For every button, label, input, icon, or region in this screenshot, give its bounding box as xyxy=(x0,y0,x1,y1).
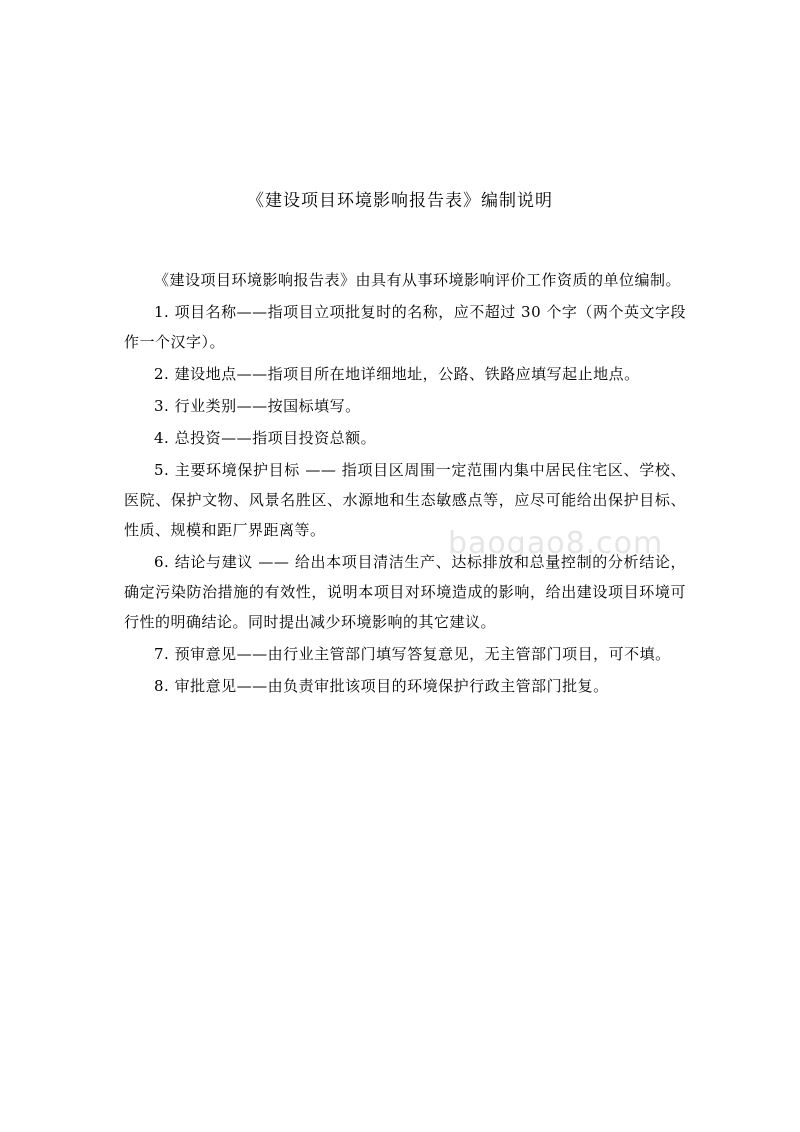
item-pre-review: 7. 预审意见——由行业主管部门填写答复意见，无主管部门项目，可不填。 xyxy=(154,645,671,663)
page-title: 《建设项目环境影响报告表》编制说明 xyxy=(247,191,553,211)
item-protection-targets: 5. 主要环境保护目标 —— 指项目区周围一定范围内集中居民住宅区、学校、医院、保护文物、风景名胜区、水源地和生态敏感点等，应尽可能给出保护目标、性质、规模和距厂界距离等。 xyxy=(124,461,686,539)
item-total-investment: 4. 总投资——指项目投资总额。 xyxy=(154,429,377,447)
item-conclusion: 6. 结论与建议 —— 给出本项目清洁生产、达标排放和总量控制的分析结论，确定污染防治措施的有效性，说明本项目对环境造成的影响，给出建设项目环境可行性的明确结论。同时提出减少环境影响的其它建议。 xyxy=(124,553,686,631)
watermark-text: baogao8.com xyxy=(448,526,664,561)
intro-paragraph: 《建设项目环境影响报告表》由具有从事环境影响评价工作资质的单位编制。 xyxy=(154,271,682,289)
document-body xyxy=(124,265,686,703)
item-project-name: 1. 项目名称——指项目立项批复时的名称，应不超过 30 个字（两个英文字段作一个汉字）。 xyxy=(124,303,686,351)
item-approval: 8. 审批意见——由负责审批该项目的环境保护行政主管部门批复。 xyxy=(154,677,609,695)
item-industry-category: 3. 行业类别——按国标填写。 xyxy=(154,397,361,415)
item-construction-site: 2. 建设地点——指项目所在地详细地址，公路、铁路应填写起止地点。 xyxy=(154,365,640,383)
